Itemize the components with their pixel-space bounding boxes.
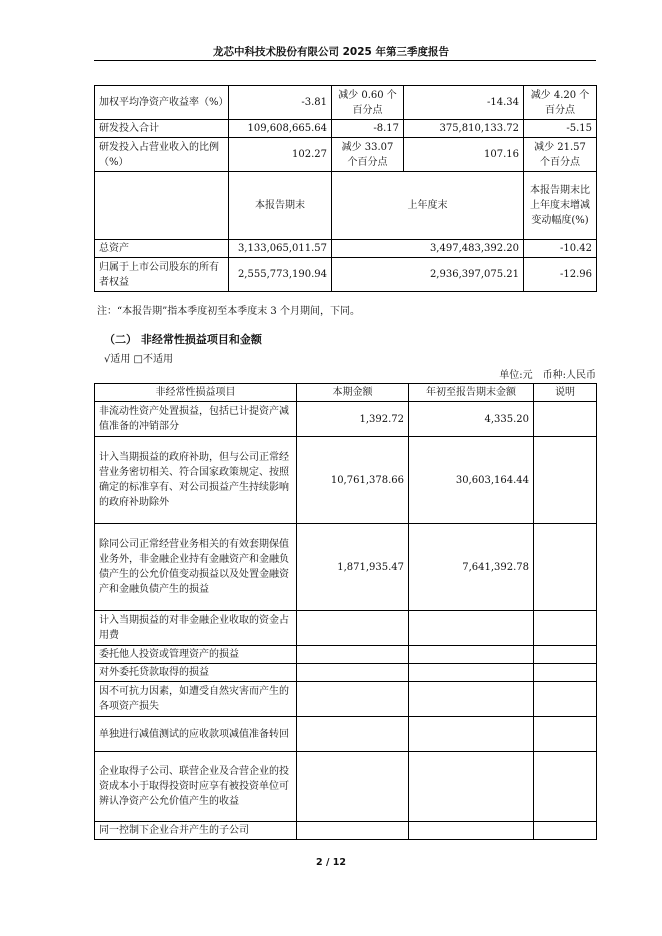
row-item: 因不可抗力因素，如遭受自然灾害而产生的各项资产损失: [95, 682, 297, 717]
cell-change: 减少 0.60 个百分点: [332, 86, 404, 120]
cell-current: [297, 682, 409, 717]
cell-current: [297, 611, 409, 646]
col-header-ytd: 年初至报告期末金额: [409, 384, 534, 402]
row-item: 除同公司正常经营业务相关的有效套期保值业务外，非金融企业持有金融资产和金融负债产生的公允价值变动损益以及处置金融资产和金融负债产生的损益: [95, 524, 297, 611]
table-row: [95, 611, 597, 646]
col-header-note: 说明: [534, 384, 597, 402]
table-row: [95, 822, 597, 840]
table-subheader-row: [95, 172, 597, 240]
cell-note: [534, 524, 597, 611]
cell-note: [534, 664, 597, 682]
cell-value: 375,810,133.72: [404, 120, 524, 138]
cell-ytd: 4,335.20: [409, 402, 534, 437]
row-label: 研发投入合计: [95, 120, 229, 138]
cell-change: -12.96: [524, 258, 597, 292]
row-item: 计入当期损益的政府补助，但与公司正常经营业务密切相关、符合国家政策规定、按照确定的标准享有、对公司损益产生持续影响的政府补助除外: [95, 437, 297, 524]
table-row: [95, 664, 597, 682]
cell-note: [534, 646, 597, 664]
row-label: 归属于上市公司股东的所有者权益: [95, 258, 229, 292]
table-row: [95, 646, 597, 664]
cell-change: 减少 4.20 个百分点: [524, 86, 597, 120]
non-recurring-items-table: [94, 383, 597, 840]
row-item: 非流动性资产处置损益，包括已计提资产减值准备的冲销部分: [95, 402, 297, 437]
cell-ytd: [409, 664, 534, 682]
unit-line: [489, 366, 596, 381]
cell-current: 1,871,935.47: [297, 524, 409, 611]
col-header-current: 本期金额: [297, 384, 409, 402]
cell-value: 2,936,397,075.21: [332, 258, 524, 292]
table-row: [95, 524, 597, 611]
cell-ytd: 7,641,392.78: [409, 524, 534, 611]
cell-value: 109,608,665.64: [229, 120, 332, 138]
table-row: [95, 682, 597, 717]
row-label: 研发投入占营业收入的比例（%）: [95, 138, 229, 172]
row-item: 委托他人投资或管理资产的损益: [95, 646, 297, 664]
cell-note: [534, 437, 597, 524]
table-row: [95, 717, 597, 752]
col-prev-year-end: 上年度末: [332, 172, 524, 240]
table-row: [95, 138, 597, 172]
row-item: 单独进行减值测试的应收款项减值准备转回: [95, 717, 297, 752]
cell-value: -3.81: [229, 86, 332, 120]
unit-label: 单位:元: [499, 370, 533, 381]
cell-current: [297, 646, 409, 664]
cell-ytd: [409, 646, 534, 664]
cell-current: [297, 752, 409, 822]
cell-value: 3,497,483,392.20: [332, 240, 524, 258]
row-label: 加权平均净资产收益率（%）: [95, 86, 229, 120]
cell-change: 减少 21.57 个百分点: [524, 138, 597, 172]
cell-value: 3,133,065,011.57: [229, 240, 332, 258]
cell-change: -10.42: [524, 240, 597, 258]
cell-value: 102.27: [229, 138, 332, 172]
cell-ytd: [409, 682, 534, 717]
cell-current: [297, 717, 409, 752]
cell-ytd: [409, 611, 534, 646]
col-header-item: 非经常性损益项目: [95, 384, 297, 402]
table-row: [95, 258, 597, 292]
row-item: 计入当期损益的对非金融企业收取的资金占用费: [95, 611, 297, 646]
cell-ytd: [409, 822, 534, 840]
cell-ytd: 30,603,164.44: [409, 437, 534, 524]
section-title: （二） 非经常性损益项目和金额: [104, 333, 262, 346]
cell-current: 1,392.72: [297, 402, 409, 437]
page-number: 2 / 12: [316, 857, 346, 868]
row-label: 总资产: [95, 240, 229, 258]
cell-note: [534, 822, 597, 840]
table-row: [95, 240, 597, 258]
cell-change: -8.17: [332, 120, 404, 138]
col-period-end: 本报告期末: [229, 172, 332, 240]
table-note: 注：“本报告期”指本季度初至本季度末 3 个月期间，下同。: [97, 306, 360, 317]
cell-value: -14.34: [404, 86, 524, 120]
table-header-row: [95, 384, 597, 402]
row-item: 企业取得子公司、联营企业及合营企业的投资成本小于取得投资时应享有被投资单位可辨认净资产公允价值产生的收益: [95, 752, 297, 822]
cell-ytd: [409, 752, 534, 822]
header-rule: [94, 60, 596, 61]
key-financials-table: [94, 85, 597, 292]
currency-label: 币种:人民币: [542, 370, 596, 381]
cell-current: [297, 664, 409, 682]
cell-note: [534, 682, 597, 717]
empty-cell: [95, 172, 229, 240]
table-row: [95, 437, 597, 524]
table-row: [95, 120, 597, 138]
applicable-checkbox-line: √适用 □不适用: [104, 354, 173, 365]
cell-note: [534, 402, 597, 437]
cell-note: [534, 717, 597, 752]
cell-current: 10,761,378.66: [297, 437, 409, 524]
cell-value: 107.16: [404, 138, 524, 172]
table-row: [95, 402, 597, 437]
row-item: 同一控制下企业合并产生的子公司: [95, 822, 297, 840]
row-item: 对外委托贷款取得的损益: [95, 664, 297, 682]
cell-ytd: [409, 717, 534, 752]
cell-change: 减少 33.07 个百分点: [332, 138, 404, 172]
cell-current: [297, 822, 409, 840]
cell-value: 2,555,773,190.94: [229, 258, 332, 292]
cell-note: [534, 752, 597, 822]
col-change: 本报告期末比上年度末增减变动幅度(%): [524, 172, 597, 240]
table-row: [95, 752, 597, 822]
cell-change: -5.15: [524, 120, 597, 138]
table-row: [95, 86, 597, 120]
cell-note: [534, 611, 597, 646]
page-header: 龙芯中科技术股份有限公司 2025 年第三季度报告: [212, 46, 450, 58]
